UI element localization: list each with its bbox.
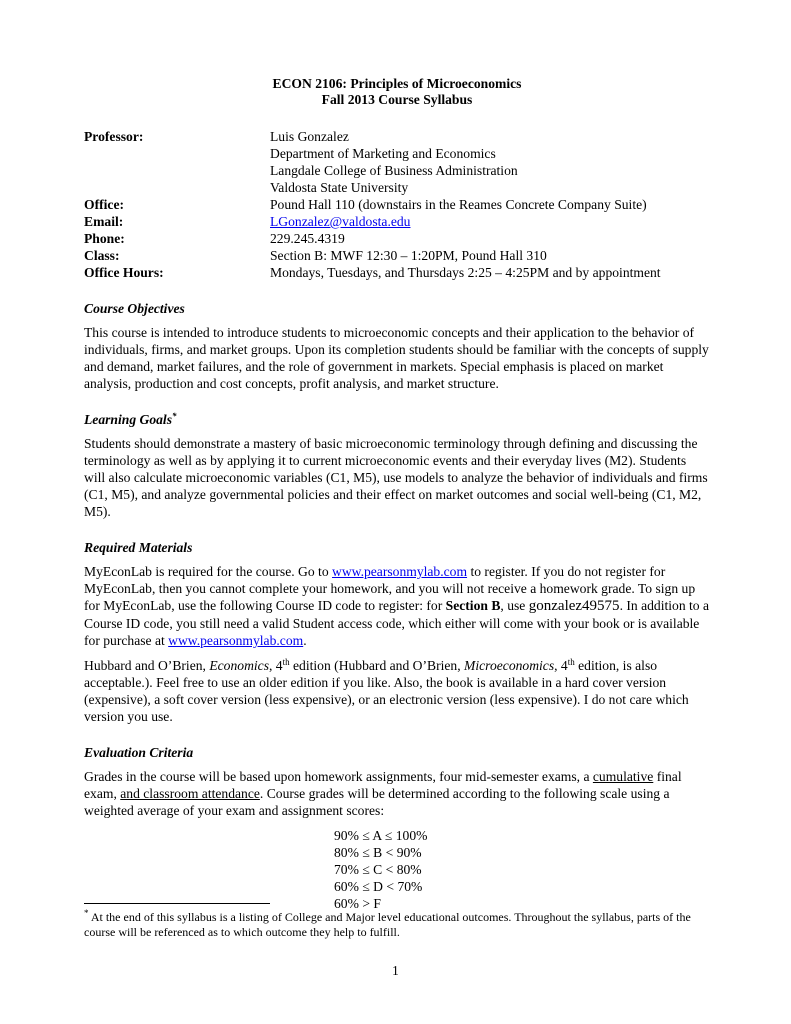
contact-info — [84, 128, 710, 281]
learning-goals-title: Learning Goals — [84, 412, 172, 427]
materials-paragraph-1: MyEconLab is required for the course. Go to www.pearsonmylab.com to register. If you do not register for MyEconLab, then you cannot complete your homework, and you will not receive a homework grade. To sign up for MyEconLab, use the following Course ID code to register: for Section B, use gonzalez49575. In addition to a Course ID code, you still need a valid Student access code, which either will come with your book or is available for purchase at www.pearsonmylab.com. — [84, 564, 710, 648]
book-title-economics: Economics — [209, 658, 269, 673]
office-label: Office: — [84, 197, 124, 212]
book-title-microeconomics: Microeconomics — [464, 658, 555, 673]
syllabus-page — [84, 76, 710, 912]
footnote-marker[interactable]: * — [172, 411, 177, 421]
class-label: Class: — [84, 248, 120, 263]
professor-label: Professor: — [84, 129, 144, 144]
pearson-link-2[interactable]: www.pearsonmylab.com — [168, 633, 304, 648]
cumulative-text: cumulative — [592, 769, 654, 784]
grade-scale-row: 60% ≤ D < 70% — [334, 879, 423, 894]
grade-scale-row: 70% ≤ C < 80% — [334, 862, 422, 877]
section-b: Section B — [445, 598, 501, 613]
document-title: ECON 2106: Principles of Microeconomics — [272, 76, 522, 91]
professor-university: Valdosta State University — [270, 180, 409, 195]
learning-goals-heading — [84, 411, 710, 428]
footnote — [84, 910, 710, 940]
page-number: 1 — [392, 963, 399, 978]
materials-paragraph-2: Hubbard and O’Brien, Economics, 4th edition (Hubbard and O’Brien, Microeconomics, 4th edition, is also acceptable.). Feel free to use an older edition if you like. Also, the book is available in a hard cover version (expensive), a soft cover version (less expensive), or an electronic version (less expensive). I do not care which version you use. — [84, 657, 689, 724]
materials-heading: Required Materials — [84, 540, 193, 555]
footnote-divider — [84, 903, 270, 904]
attendance-text: and classroom attendance — [120, 786, 260, 801]
grade-scale-row: 80% ≤ B < 90% — [334, 845, 422, 860]
professor-college: Langdale College of Business Administration — [270, 163, 518, 178]
professor-details — [270, 128, 710, 196]
footnote-symbol: * — [84, 908, 89, 918]
course-id: gonzalez49575 — [528, 598, 620, 614]
grade-scale-row: 90% ≤ A ≤ 100% — [334, 828, 428, 843]
professor-name: Luis Gonzalez — [270, 129, 349, 144]
learning-goals-text: Students should demonstrate a mastery of basic microeconomic terminology through defining and discussing the terminology as well as by applying it to current microeconomic events and their everyday lives (M2). Students will also calculate microeconomic variables (C1, M5), use models to analyze the behavior of individuals and firms (C1, M5), and analyze governmental policies and their effect on market outcomes and social well-being (C1, M2, M5). — [84, 436, 708, 519]
phone-value: 229.245.4319 — [270, 231, 345, 246]
phone-label: Phone: — [84, 231, 125, 246]
class-value: Section B: MWF 12:30 – 1:20PM, Pound Hall 310 — [270, 248, 547, 263]
grade-scale-row: 60% > F — [334, 896, 381, 911]
pearson-link-1[interactable]: www.pearsonmylab.com — [332, 564, 468, 579]
professor-department: Department of Marketing and Economics — [270, 146, 496, 161]
objectives-text: This course is intended to introduce students to microeconomic concepts and their application to the behavior of individuals, firms, and market groups. Upon its completion students should be familiar with the concepts of supply and demand, market failures, and the role of government in markets. Special emphasis is placed on market analysis, production and cost concepts, profit analysis, and market structure. — [84, 325, 709, 391]
evaluation-heading: Evaluation Criteria — [84, 745, 194, 760]
email-link[interactable]: LGonzalez@valdosta.edu — [270, 214, 411, 229]
office-hours-label: Office Hours: — [84, 265, 164, 280]
document-subtitle: Fall 2013 Course Syllabus — [321, 92, 473, 107]
email-label: Email: — [84, 214, 124, 229]
evaluation-text: Grades in the course will be based upon homework assignments, four mid-semester exams, a cumulative final exam, and classroom attendance. Course grades will be determined according to the following scale using a weighted average of your exam and assignment scores: — [84, 769, 682, 818]
office-value: Pound Hall 110 (downstairs in the Reames Concrete Company Suite) — [270, 197, 647, 212]
objectives-heading: Course Objectives — [84, 301, 185, 316]
footnote-text: At the end of this syllabus is a listing of College and Major level educational outcomes. Throughout the syllabus, parts of the course will be referenced as to which outcome they help to fulfill. — [84, 910, 691, 939]
grade-scale — [334, 827, 710, 912]
office-hours-value: Mondays, Tuesdays, and Thursdays 2:25 – 4:25PM and by appointment — [270, 265, 661, 280]
